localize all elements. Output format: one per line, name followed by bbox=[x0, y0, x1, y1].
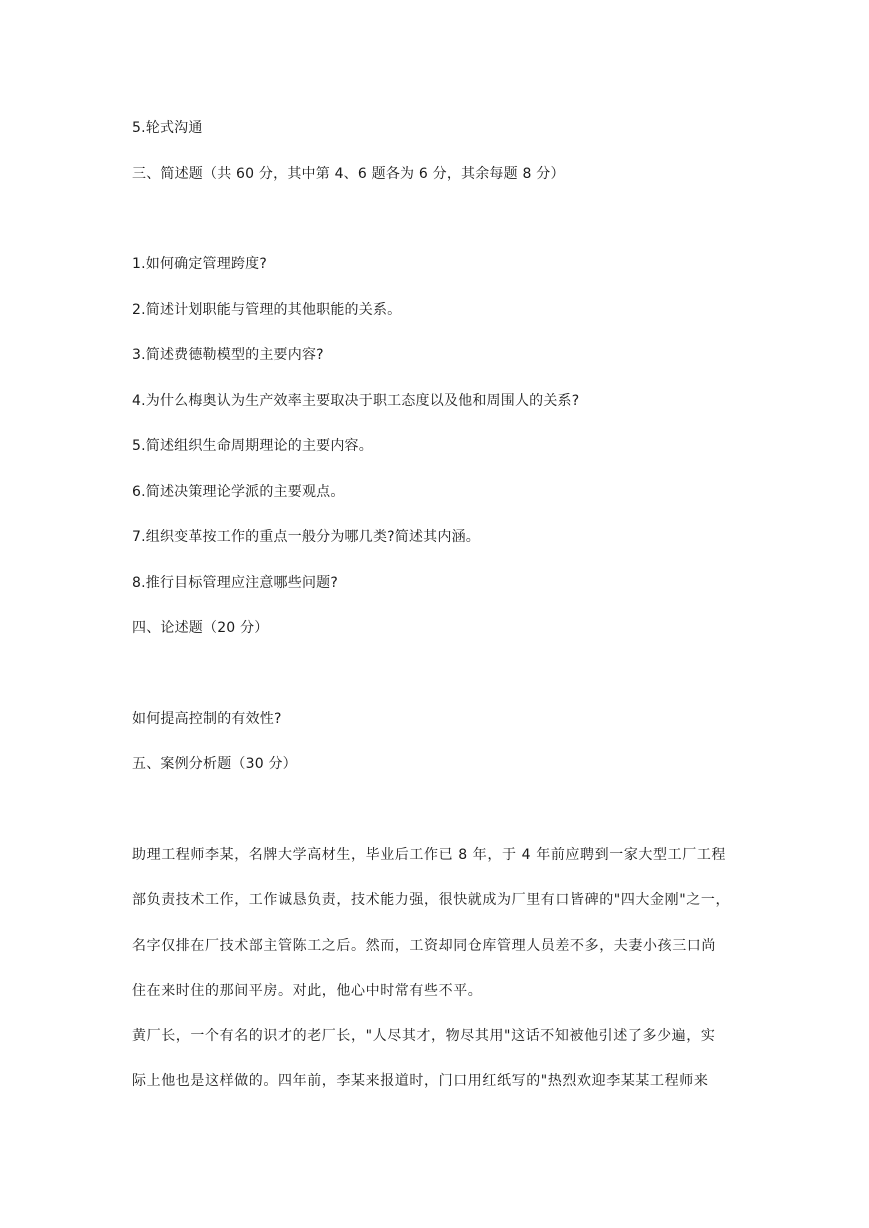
paragraph-line: 际上他也是这样做的。四年前，李某来报道时，门口用红纸写的"热烈欢迎李某某工程师来 bbox=[132, 1073, 709, 1089]
question-3: 3.简述费德勒模型的主要内容? bbox=[132, 347, 324, 363]
question-8: 8.推行目标管理应注意哪些问题? bbox=[132, 575, 338, 591]
paragraph-line: 助理工程师李某，名牌大学高材生，毕业后工作已 8 年，于 4 年前应聘到一家大型工厂工程 bbox=[132, 847, 727, 863]
answer-item-5: 5.轮式沟通 bbox=[132, 120, 203, 136]
question-7: 7.组织变革按工作的重点一般分为哪几类?简述其内涵。 bbox=[132, 529, 480, 545]
question-6: 6.简述决策理论学派的主要观点。 bbox=[132, 484, 345, 500]
paragraph-line: 黄厂长，一个有名的识才的老厂长，"人尽其才，物尽其用"这话不知被他引述了多少遍，实 bbox=[132, 1028, 716, 1044]
question-5: 5.简述组织生命周期理论的主要内容。 bbox=[132, 438, 373, 454]
question-2: 2.简述计划职能与管理的其他职能的关系。 bbox=[132, 302, 402, 318]
paragraph-line: 住在来时住的那间平房。对此，他心中时常有些不平。 bbox=[132, 983, 483, 999]
question-4: 4.为什么梅奥认为生产效率主要取决于职工态度以及他和周围人的关系? bbox=[132, 393, 580, 409]
essay-question: 如何提高控制的有效性? bbox=[132, 711, 282, 727]
paragraph-line: 部负责技术工作，工作诚恳负责，技术能力强，很快就成为厂里有口皆碑的"四大金刚"之一， bbox=[132, 892, 731, 908]
paragraph-line: 名字仅排在厂技术部主管陈工之后。然而，工资却同仓库管理人员差不多，夫妻小孩三口尚 bbox=[132, 938, 716, 954]
section-heading-short-answer: 三、简述题（共 60 分，其中第 4、6 题各为 6 分，其余每题 8 分） bbox=[132, 166, 565, 182]
section-heading-case-analysis: 五、案例分析题（30 分） bbox=[132, 756, 297, 772]
section-heading-essay: 四、论述题（20 分） bbox=[132, 620, 269, 636]
question-1: 1.如何确定管理跨度? bbox=[132, 256, 267, 272]
